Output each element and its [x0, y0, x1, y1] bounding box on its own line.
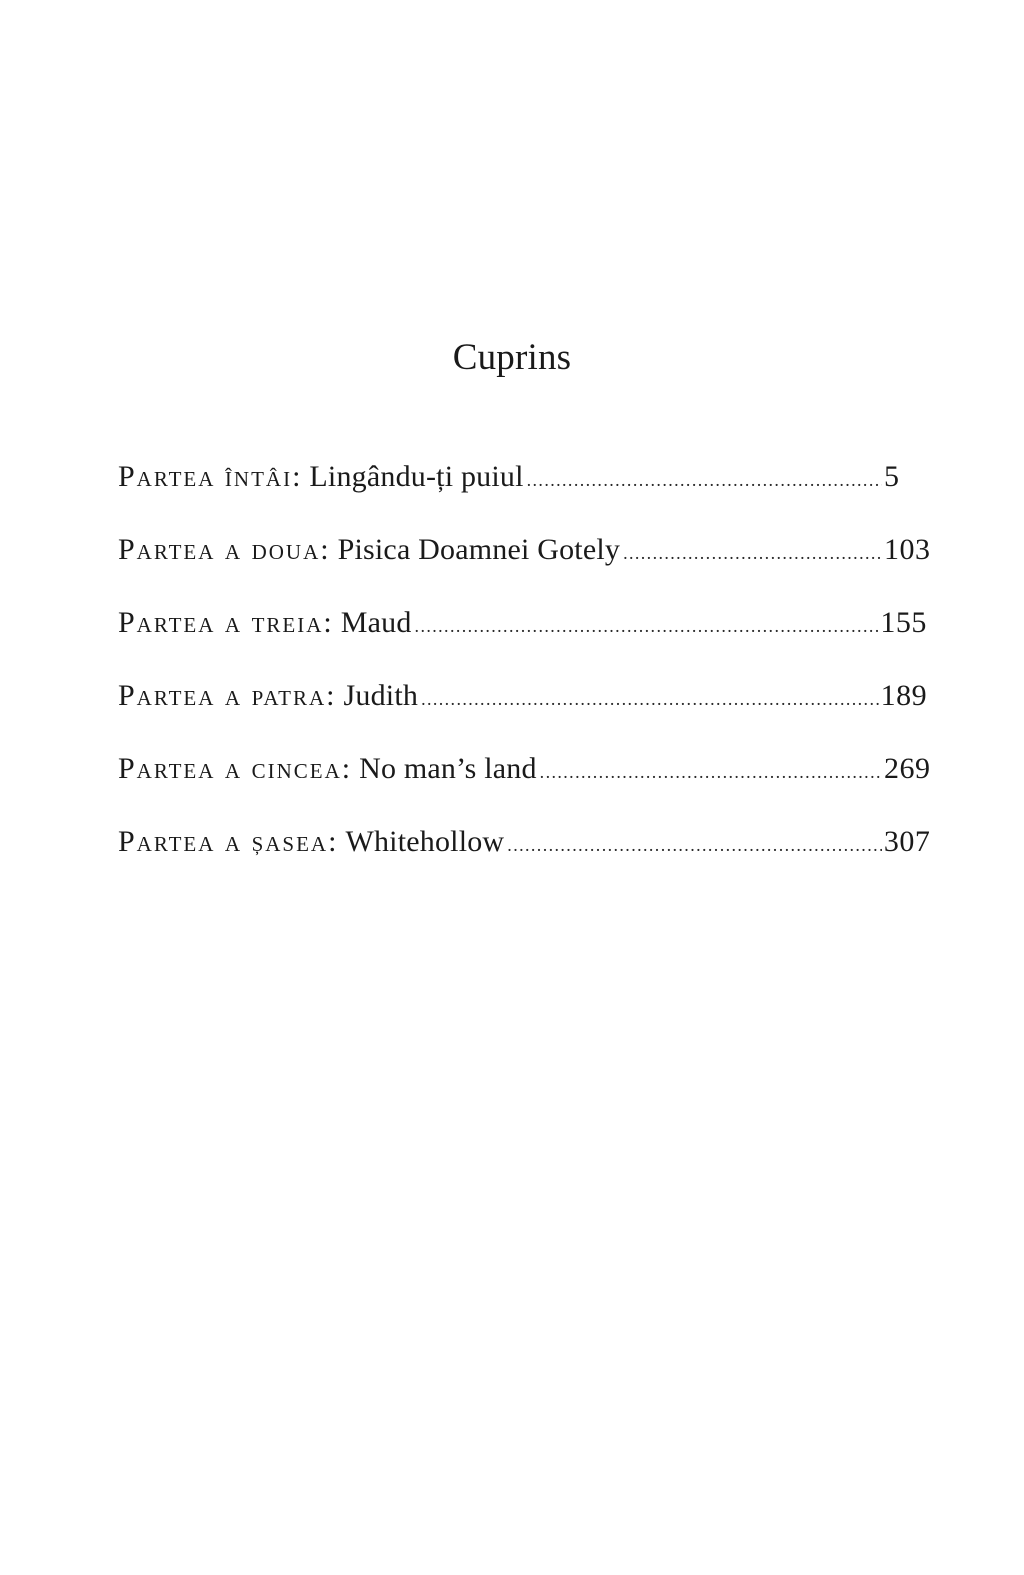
dot-leader: [623, 531, 882, 575]
table-of-contents: [118, 455, 931, 893]
separator-colon: :: [326, 679, 335, 712]
page-number: 5: [884, 460, 900, 493]
toc-entry: [118, 455, 898, 528]
entry-title: Lingându-ți puiul: [309, 460, 524, 493]
page-number: 269: [884, 752, 931, 785]
page-number: 103: [884, 533, 931, 566]
toc-entry: [118, 674, 928, 747]
part-label: Partea a patra: [118, 679, 327, 712]
part-label: Partea întâi: [118, 460, 293, 493]
page-title: Cuprins: [452, 337, 572, 378]
separator-colon: :: [320, 533, 329, 566]
part-label: Partea a cincea: [118, 752, 342, 785]
dot-leader: [507, 823, 882, 867]
entry-title: Maud: [340, 606, 412, 639]
separator-colon: :: [328, 825, 337, 858]
page-number: 307: [883, 825, 931, 858]
toc-entry: [118, 528, 931, 601]
separator-colon: :: [341, 752, 351, 785]
dot-leader: [421, 677, 879, 721]
dot-leader: [415, 604, 879, 648]
entry-title: Judith: [343, 679, 419, 712]
part-label: Partea a doua: [118, 533, 321, 566]
entry-title: No man’s land: [359, 752, 537, 785]
entry-title: Whitehollow: [345, 825, 505, 858]
toc-entry: [118, 601, 927, 674]
separator-colon: :: [323, 606, 332, 639]
toc-entry: [118, 820, 931, 893]
separator-colon: :: [292, 460, 301, 493]
part-label: Partea a șasea: [118, 825, 329, 858]
dot-leader: [527, 458, 882, 502]
part-label: Partea a treia: [118, 606, 324, 639]
entry-title: Pisica Doamnei Gotely: [337, 533, 621, 566]
toc-entry: [118, 747, 931, 820]
page-number: 189: [880, 679, 928, 712]
page-number: 155: [880, 606, 927, 639]
dot-leader: [540, 750, 882, 794]
